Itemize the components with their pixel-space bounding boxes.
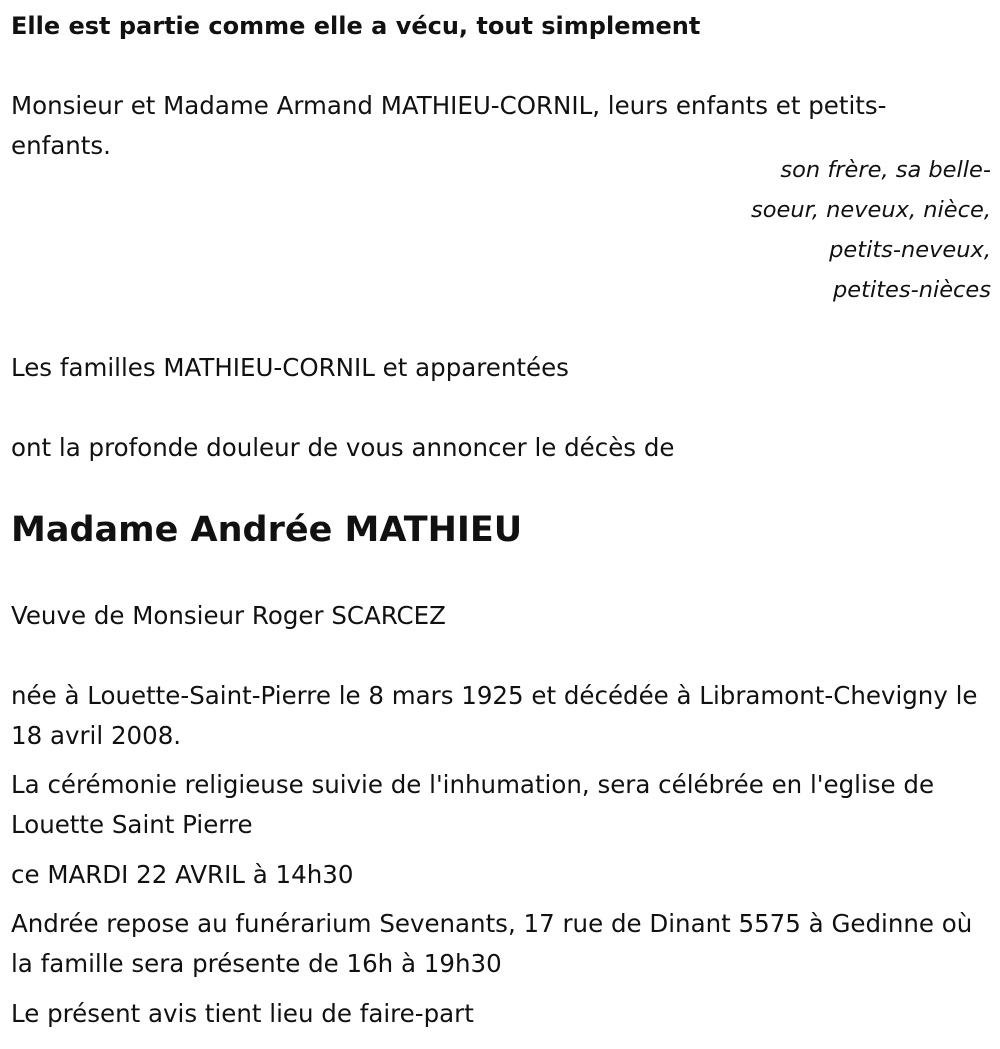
headline: Elle est partie comme elle a vécu, tout simplement: [11, 12, 701, 40]
closing-line: Le présent avis tient lieu de faire-part: [11, 999, 474, 1028]
deceased-name: Madame Andrée MATHIEU: [11, 510, 523, 550]
relation-note: son frère, sa belle-soeur, neveux, nièce, petits-neveux, petites-nièces: [751, 157, 991, 303]
ceremony-date-line: ce MARDI 22 AVRIL à 14h30: [11, 860, 354, 889]
birth-death-line: née à Louette-Saint-Pierre le 8 mars 1925 et décédée à Libramont-Chevigny le 18 avril 2008.: [11, 681, 978, 750]
widow-line: Veuve de Monsieur Roger SCARCEZ: [11, 601, 446, 630]
ceremony-line: La cérémonie religieuse suivie de l'inhumation, sera célébrée en l'eglise de Louette Saint Pierre: [11, 770, 935, 839]
funeral-home-line: Andrée repose au funérarium Sevenants, 17 rue de Dinant 5575 à Gedinne où la famille sera présente de 16h à 19h30: [11, 909, 973, 978]
family-line: Monsieur et Madame Armand MATHIEU-CORNIL, leurs enfants et petits-enfants.: [11, 91, 887, 160]
announcement-line: ont la profonde douleur de vous annoncer le décès de: [11, 433, 675, 462]
families-line: Les familles MATHIEU-CORNIL et apparentées: [11, 353, 569, 382]
obituary-notice: [11, 0, 991, 1049]
